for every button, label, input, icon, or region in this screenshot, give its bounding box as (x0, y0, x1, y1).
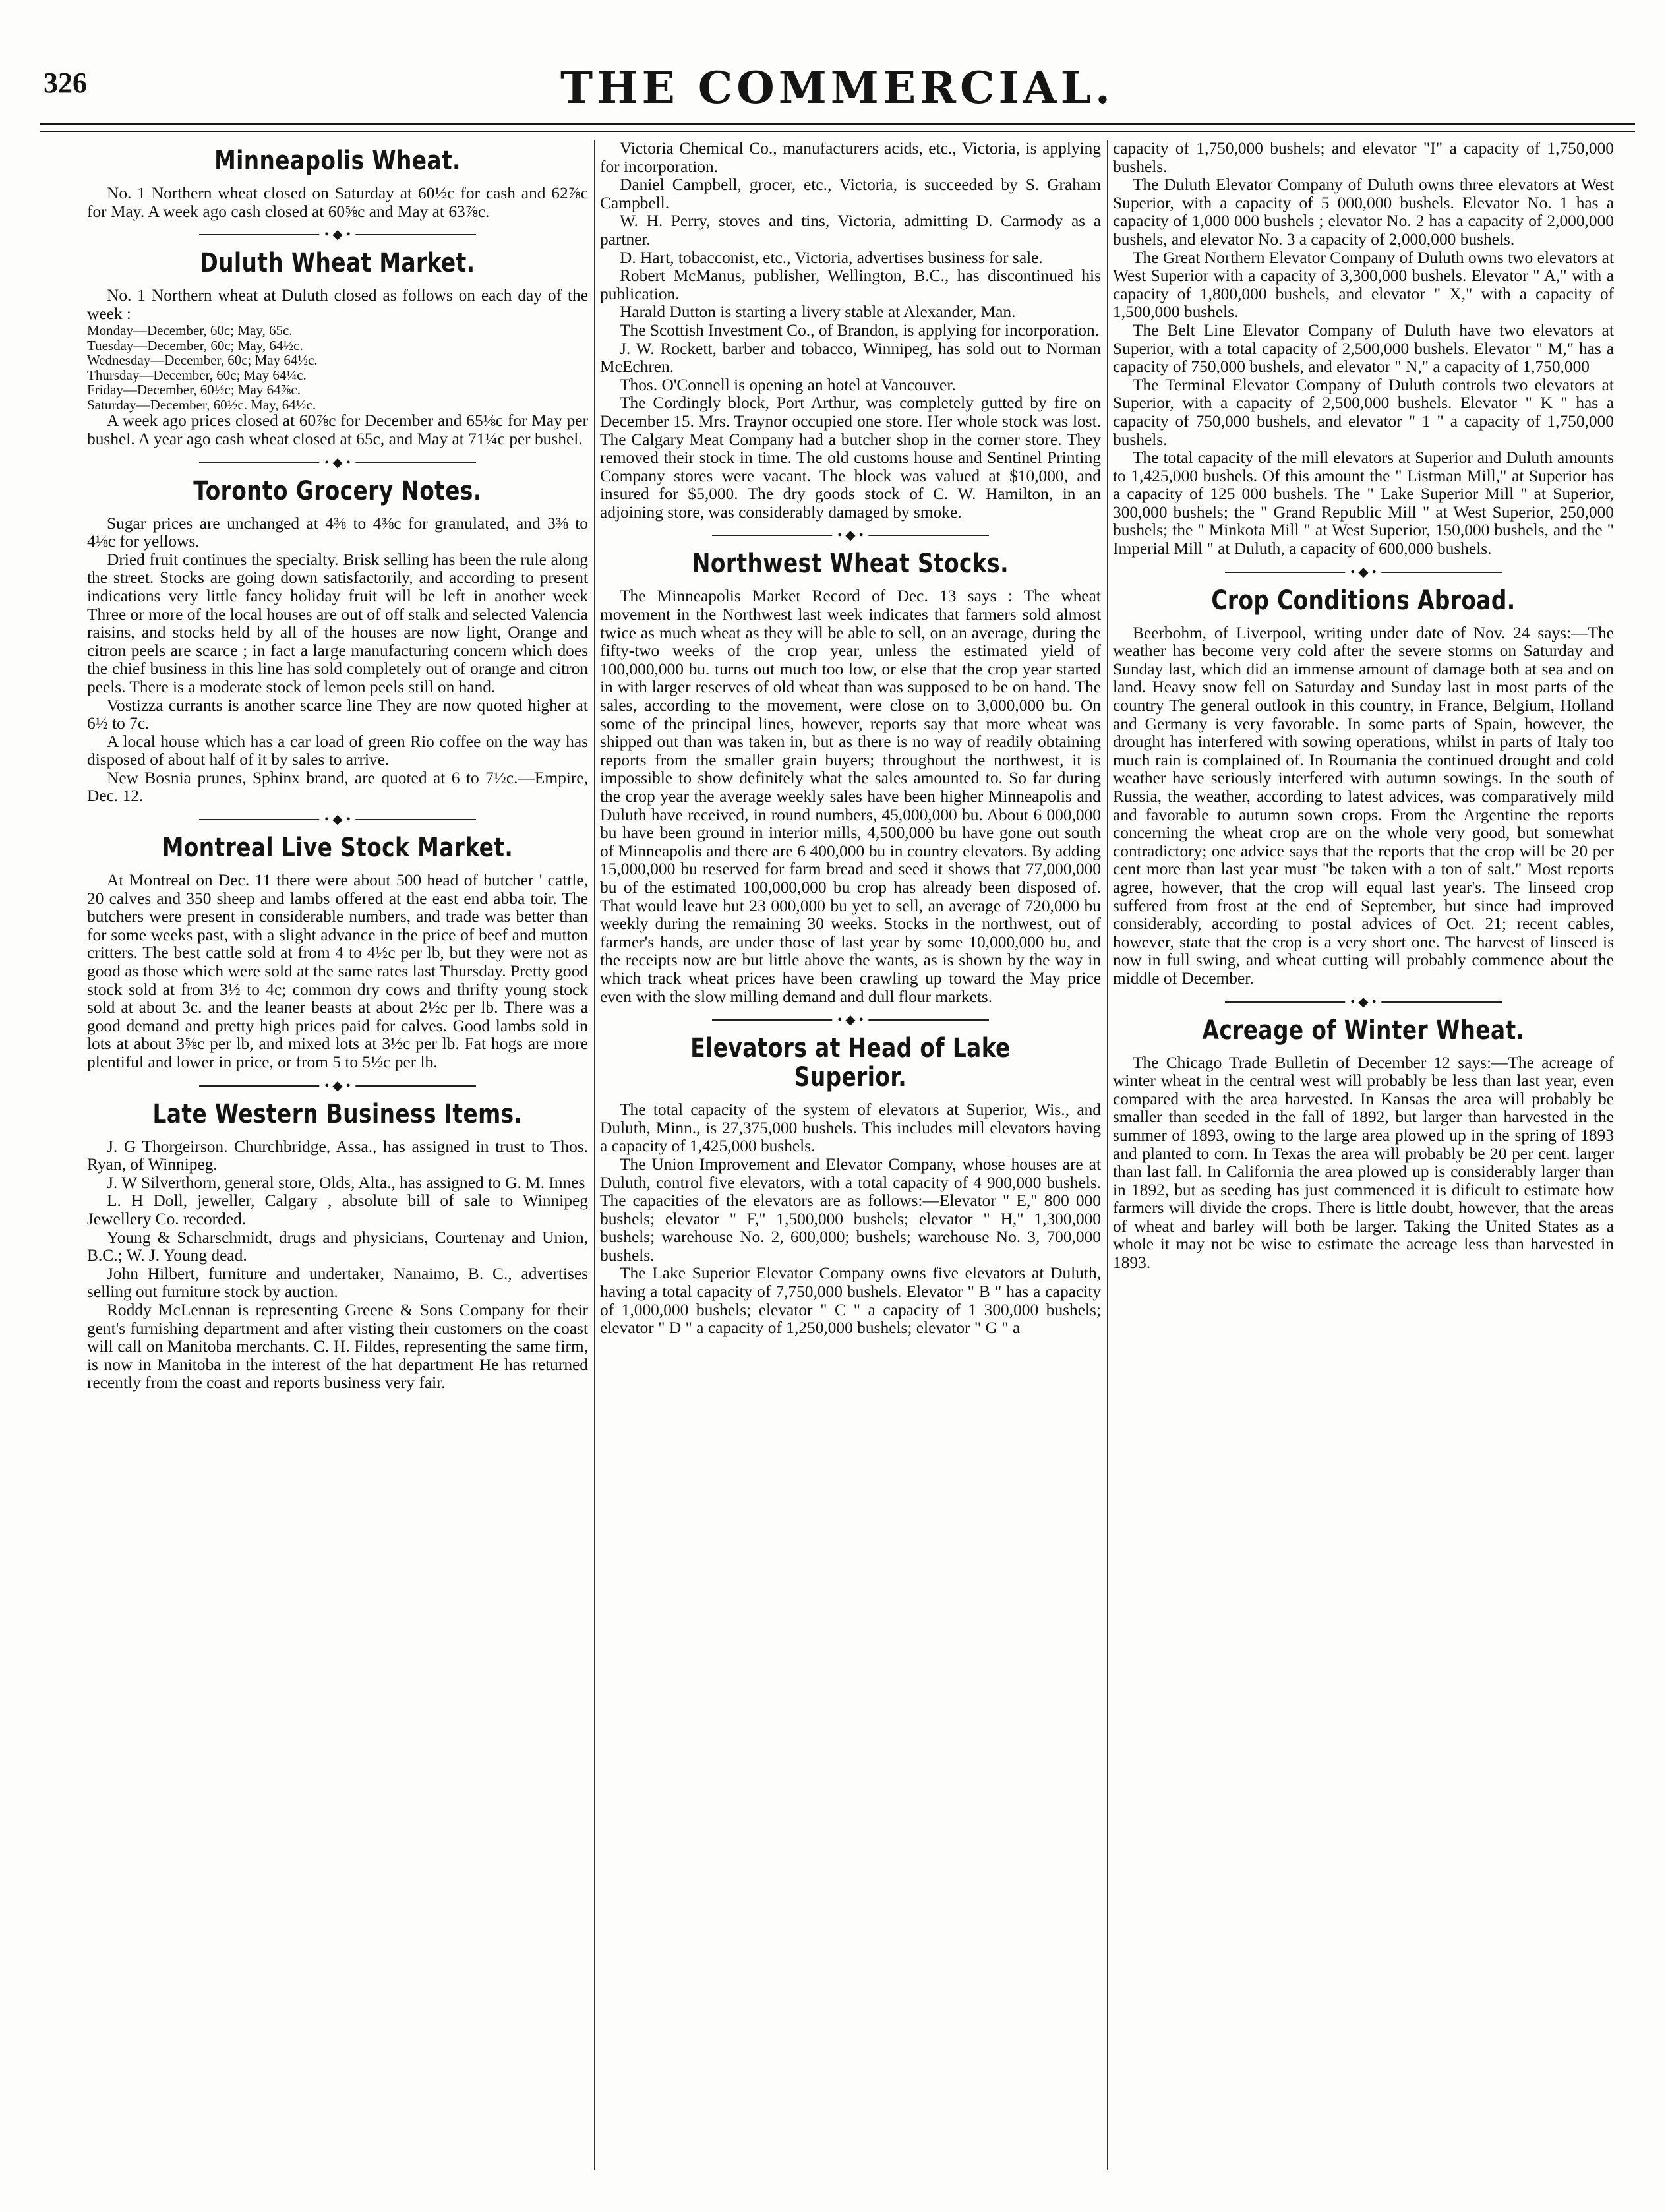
article-heading: Acreage of Winter Wheat. (1202, 1015, 1525, 1046)
article-paragraph: L. H Doll, jeweller, Calgary , absolute bill of sale to Winnipeg Jewellery Co. recorded. (87, 1191, 588, 1228)
column-divider (594, 140, 595, 2170)
article-paragraph: The Chicago Trade Bulletin of December 12 says:—The acreage of winter wheat in the central west will probably be less than last year, even compared with the area harvested. In Kansas the area will probably be smaller than seeded in the fall of 1892, but larger than harvested in the summer of 1893, owing to the large area plowed up in the spring of 1893 and planted to corn. In Texas the area will probably be 20 per cent. larger than last fall. In California the area plowed up is considerably larger than in 1892, but as seeding has just commenced it is dificult to estimate how farmers will divide the crops. There is little doubt, however, that the areas of wheat and barley will both be larger. Taking the United States as a whole it may not be wise to estimate the acreage less than harvested in 1893. (1113, 1053, 1614, 1272)
article-separator (1113, 565, 1614, 580)
price-list-line: Friday—December, 60½c; May 64⅞c. (87, 382, 301, 398)
article-separator (87, 1079, 588, 1093)
price-list-line: Thursday—December, 60c; May 64¼c. (87, 367, 307, 383)
article-paragraph: The Scottish Investment Co., of Brandon, is applying for incorporation. (620, 320, 1100, 340)
separator-ornament: • ◆ • (832, 528, 868, 543)
masthead (40, 59, 1635, 125)
article-paragraph: At Montreal on Dec. 11 there were about 500 head of butcher ' cattle, 20 calves and 350 sheep and lambs offered at the east end abba toir. The butchers were present in considerable numbers, and trade was better than for some weeks past, with a slight advance in the price of beef and mutton critters. The best cattle sold at from 4 to 4½c per lb, but they were not as good as those which were sold at the same rates last Thursday. Pretty good stock sold at from 3½ to 4c; common dry cows and thrifty young stock sold at about 3c. and the leaner beasts at about 2½c per lb. There was a good demand and pretty high prices paid for calves. Good lambs sold in lots at about 3⅝c per lb, and mixed lots at 3½c per lb. Fat hogs are more plentiful and lower in price, or from 5 to 5½c per lb. (87, 871, 588, 1071)
article-paragraph: Robert McManus, publisher, Wellington, B.C., has discontinued his publication. (600, 266, 1101, 303)
article-paragraph: Dried fruit continues the specialty. Brisk selling has been the rule along the street. Stocks are going down satisfactorily, and according to present indications very little fancy holiday fruit will be left in another week Three or more of the local houses are out of off stalk and selected Valencia raisins, and stocks held by all of the houses are now light, Orange and citron peels are scarce ; in fact a large manufacturing concern which does the chief business in this line has sold completely out of orange and citron peels. There is a moderate stock of lemon peels still on hand. (87, 550, 588, 696)
price-list-line: Tuesday—December, 60c; May, 64½c. (87, 337, 303, 353)
column-divider (1107, 140, 1108, 2170)
page-number: 326 (44, 67, 87, 99)
column-1 (87, 140, 588, 2184)
column-2 (600, 140, 1101, 2184)
article-paragraph: No. 1 Northern wheat closed on Saturday at 60½c for cash and 62⅞c for May. A week ago cash closed at 60⅝c and May at 63⅞c. (87, 184, 588, 221)
article-heading: Duluth Wheat Market. (200, 248, 475, 279)
article-paragraph: The Minneapolis Market Record of Dec. 13 says : The wheat movement in the Northwest last week indicates that farmers sold almost twice as much wheat as they will be able to sell, on an average, during the fifty-two weeks of the crop year, unless the estimated yield of 100,000,000 bu. turns out much too low, or else that the crop year started in with larger reserves of old wheat than was supposed to be on hand. The sales, according to the movement, were close on to 3,000,000 bu. On some of the principal lines, however, reports say that more wheat was shipped out than was taken in, but as there is no way of readily obtaining reports from the smaller grain buyers; throughout the northwest, it is impossible to show definitely what the sales amounted to. So far during the crop year the average weekly sales have been higher Minneapolis and Duluth have received, in round numbers, 45,000,000 bu. About 6 000,000 bu have been ground in interior mills, 4,500,000 bu have gone out south of Minneapolis and there are 6 400,000 bu in country elevators. By adding 15,000,000 bu reserved for farm bread and seed it shows that 77,000,000 bu of the estimated 100,000,000 bu crop has already been disposed of. That would leave but 23 000,000 bu yet to sell, an average of 720,000 bu weekly during the remaining 30 weeks. Stocks in the northwest, out of farmer's hands, are under those of last year by some 10,000,000 bu, and the receipts now are but little above the wants, as is shown by the way in which track wheat prices have been crawling up toward the May price even with the slow milling demand and dull flour markets. (600, 587, 1101, 1006)
article-separator (1113, 995, 1614, 1009)
separator-ornament: • ◆ • (319, 812, 355, 827)
article-paragraph: Young & Scharschmidt, drugs and physicians, Courtenay and Union, B.C.; W. J. Young dead. (87, 1228, 588, 1265)
column-3 (1113, 140, 1614, 2184)
article-paragraph: Daniel Campbell, grocer, etc., Victoria, is succeeded by S. Graham Campbell. (600, 175, 1101, 212)
article-paragraph: Sugar prices are unchanged at 4⅜ to 4⅜c for granulated, and 3⅜ to 4⅛c for yellows. (87, 514, 588, 551)
article-separator (87, 227, 588, 242)
article-paragraph: The Cordingly block, Port Arthur, was completely gutted by fire on December 15. Mrs. Traynor occupied one store. Her whole stock was lost. The Calgary Meat Company had a butcher shop in the corner store. They removed their stock in time. The old customs house and Sentinel Printing Company stores were vacant. The block was valued at $10,000, and insured for $5,000. The dry goods stock of C. W. Hamilton, in an adjoining store, was considerably damaged by smoke. (600, 394, 1101, 522)
article-paragraph: Roddy McLennan is representing Greene & Sons Company for their gent's furnishing department and after visting their customers on the coast will call on Manitoba merchants. C. H. Fildes, representing the same firm, is now in Manitoba in the interest of the hat department He has returned recently from the coast and reports business very fair. (87, 1300, 588, 1392)
article-paragraph: A local house which has a car load of green Rio coffee on the way has disposed of about half of it by sales to arrive. (87, 732, 588, 769)
separator-ornament: • ◆ • (319, 456, 355, 470)
article-paragraph: The Great Northern Elevator Company of Duluth owns two elevators at West Superior with a capacity of 3,300,000 bushels. Elevator " A," with a capacity of 1,800,000 bushels, and elevator " X," with a capacity of 1,500,000 bushels. (1113, 248, 1614, 322)
article-paragraph: J. G Thorgeirson. Churchbridge, Assa., has assigned in trust to Thos. Ryan, of Winnipeg. (87, 1137, 588, 1174)
article-separator (87, 456, 588, 470)
separator-ornament: • ◆ • (319, 1079, 355, 1093)
article-paragraph: The Union Improvement and Elevator Company, whose houses are at Duluth, control five elevators, with a total capacity of 4 900,000 bushels. The capacities of the elevators are as follows:—Elevator " E," 800 000 bushels; elevator " F," 1,500,000 bushels; elevator " H," 1,300,000 bushels; warehouse No. 2, 600,000; bushels; warehouse No. 3, 700,000 bushels. (600, 1154, 1101, 1265)
article-paragraph: John Hilbert, furniture and undertaker, Nanaimo, B. C., advertises selling out furniture stock by auction. (87, 1264, 588, 1301)
article-separator (87, 812, 588, 827)
price-list-line: Monday—December, 60c; May, 65c. (87, 322, 293, 339)
article-heading: Montreal Live Stock Market. (162, 833, 514, 864)
article-separator (600, 1013, 1101, 1027)
article-paragraph: Beerbohm, of Liverpool, writing under date of Nov. 24 says:—The weather has become very cold after the severe storms on Saturday and Sunday last, which did an immense amount of damage both at sea and on land. Heavy snow fell on Saturday and Sunday last in most parts of the country The general outlook in this country, in France, Belgium, Holland and Germany is very favorable. In some parts of Spain, however, the drought has interfered with sowing operations, whilst in parts of Italy too much rain is complained of. In Roumania the continued drought and cold weather have seriously interfered with autumn sowings. In the south of Russia, the weather, according to latest advices, was comparatively mild and favorable to autumn sown crops. From the Argentine the reports concerning the wheat crop are on the whole very good, but somewhat contradictory; one advice says that the reports that the crop will be 20 per cent more than last year must "be taken with a ton of salt." Most reports agree, however, that the crop will equal last year's. The linseed crop suffered from frost at the end of September, but since had improved considerably, according to postal advices of Oct. 21; recent cables, however, state that the crop is a very short one. The harvest of linseed is now in full swing, and wheat cutting will probably commence about the middle of December. (1113, 623, 1614, 988)
article-paragraph: A week ago prices closed at 60⅞c for December and 65⅛c for May per bushel. A year ago cash wheat closed at 65c, and May at 71¼c per bushel. (87, 411, 588, 448)
article-paragraph: Thos. O'Connell is opening an hotel at Vancouver. (620, 375, 956, 394)
article-paragraph: The Duluth Elevator Company of Duluth owns three elevators at West Superior, with a capacity of 5 000,000 bushels. Elevator No. 1 has a capacity of 1,000 000 bushels ; elevator No. 2 has a capacity of 2,000,000 bushels, and elevator No. 3 a capacity of 2,000,000 bushels. (1113, 175, 1614, 249)
separator-ornament: • ◆ • (1345, 565, 1381, 580)
article-paragraph: The Terminal Elevator Company of Duluth controls two elevators at Superior, with a capacity of 2,500,000 bushels. Elevator " K " has a capacity of 750,000 bushels, and elevator " 1 " a capacity of 1,750,000 bushels. (1113, 375, 1614, 449)
article-heading: Minneapolis Wheat. (214, 146, 461, 176)
separator-ornament: • ◆ • (319, 227, 355, 242)
article-heading: Toronto Grocery Notes. (193, 475, 482, 506)
article-heading: Elevators at Head of Lake Superior. (690, 1033, 1011, 1093)
article-separator (600, 528, 1101, 543)
article-heading: Crop Conditions Abroad. (1211, 585, 1516, 616)
separator-ornament: • ◆ • (1345, 995, 1381, 1009)
price-list (87, 323, 588, 412)
article-paragraph: The Lake Superior Elevator Company owns five elevators at Duluth, having a total capacity of 7,750,000 bushels. Elevator " B " has a capacity of 1,000,000 bushels; elevator " C " a capacity of 1 300,000 bushels; elevator " D " a capacity of 1,250,000 bushels; elevator " G " a (600, 1264, 1101, 1338)
separator-ornament: • ◆ • (832, 1013, 868, 1027)
article-paragraph: No. 1 Northern wheat at Duluth closed as follows on each day of the week : (87, 286, 588, 323)
article-heading: Northwest Wheat Stocks. (692, 549, 1009, 580)
article-paragraph: capacity of 1,750,000 bushels; and elevator "I" a capacity of 1,750,000 bushels. (1113, 140, 1614, 176)
article-paragraph: Harald Dutton is starting a livery stable at Alexander, Man. (620, 303, 1016, 322)
article-paragraph: J. W Silverthorn, general store, Olds, Alta., has assigned to G. M. Innes (107, 1173, 585, 1192)
price-list-line: Saturday—December, 60½c. May, 64½c. (87, 396, 316, 413)
article-paragraph: The Belt Line Elevator Company of Duluth have two elevators at Superior, with a total capacity of 2,500,000 bushels. Elevator " M," has a capacity of 750,000 bushels, and elevator " N," a capacity of 1,750,000 (1113, 320, 1614, 376)
article-paragraph: W. H. Perry, stoves and tins, Victoria, admitting D. Carmody as a partner. (600, 212, 1101, 249)
newspaper-title: THE COMMERCIAL. (560, 62, 1115, 113)
price-list-line: Wednesday—December, 60c; May 64½c. (87, 352, 318, 369)
article-paragraph: The total capacity of the system of elevators at Superior, Wis., and Duluth, Minn., is 27,375,000 bushels. This includes mill elevators having a capacity of 1,425,000 bushels. (600, 1100, 1101, 1156)
article-paragraph: Vostizza currants is another scarce line They are now quoted higher at 6½ to 7c. (87, 696, 588, 733)
article-paragraph: D. Hart, tobacconist, etc., Victoria, advertises business for sale. (620, 248, 1043, 267)
article-heading: Late Western Business Items. (152, 1098, 523, 1129)
article-paragraph: Victoria Chemical Co., manufacturers acids, etc., Victoria, is applying for incorporation. (600, 140, 1101, 176)
article-paragraph: The total capacity of the mill elevators at Superior and Duluth amounts to 1,425,000 bushels. Of this amount the " Listman Mill," at Superior has a capacity of 125 000 bushels. The " Lake Superior Mill " at Superior, 300,000 bushels; the " Grand Republic Mill " at West Superior, 250,000 bushels; the " Minkota Mill " at West Superior, 150,000 bushels, and the " Imperial Mill " at Duluth, a capacity of 600,000 bushels. (1113, 448, 1614, 558)
article-paragraph: J. W. Rockett, barber and tobacco, Winnipeg, has sold out to Norman McEchren. (600, 339, 1101, 376)
header-rule (40, 131, 1635, 132)
article-paragraph: New Bosnia prunes, Sphinx brand, are quoted at 6 to 7½c.—Empire, Dec. 12. (87, 768, 588, 806)
